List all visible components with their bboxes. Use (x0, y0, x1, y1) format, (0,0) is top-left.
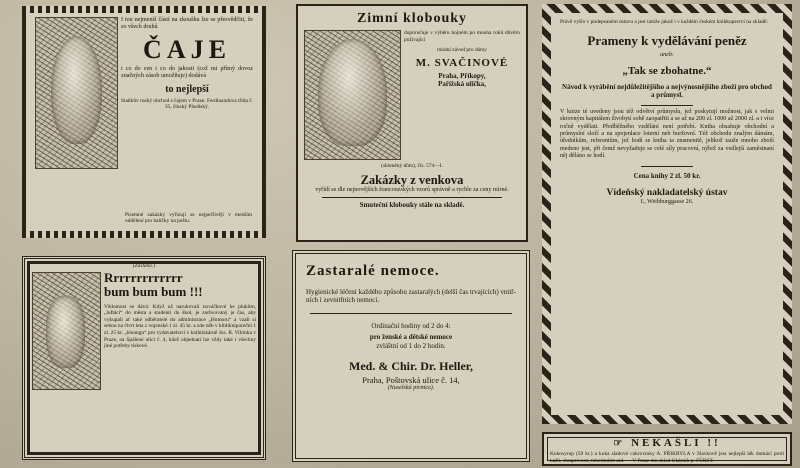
money-headline: Prameny k vydělávání peněz (587, 32, 747, 48)
hats-address3: (skleněný dům), čís. 574—I. (381, 163, 443, 169)
money-body1: V knize té uvedeny jsou též odvětví průmyslu, jež poskytují možnost, jak s velmi skrovným kapitálem živobytí sobě zaopatřiti a se až na 200 zl. 1000 až 2000 zl. a i více ročně vydělati. Předběžného vzdělání není potřebí. Kniha obsahuje obchodní a průmyslní složí a na spojenlace loterní neb buržovní. Též obchodu znalým dámám, úřednikům, referentům, jež hodí se kniha ta znamenitě, jelikož tauže mnoho zboží medeno jest, při čemž nevyžaduje se celé síly pracovní, nýbrž za vedlejší zaměstnaní něj děláno se hodí. (560, 108, 774, 160)
money-publisher: Vídeňský nakladatelský ústav (606, 188, 728, 199)
humor-headline2: bum bum bum !!! (104, 283, 203, 299)
money-price: Cena knihy 2 zl. 50 kr. (633, 171, 701, 180)
hats-headline2: Zakázky z venkova (360, 172, 464, 187)
humor-tag: (Zaslano.) (132, 263, 156, 269)
tea-illustration (35, 17, 121, 227)
tea-seller: Staňkův ruský obchod s čajem v Praze, Ferdinandova třída č. 35, čínský Plzeňský. (121, 97, 253, 111)
hats-firm: M. SVAČINOVÉ (415, 56, 509, 69)
hats-illustration (304, 30, 404, 160)
tea-headline: ČAJE (143, 34, 231, 64)
humor-illustration (32, 272, 104, 390)
ad-cough[interactable] (542, 432, 792, 466)
money-intro: Právě vyšlo v podepsaném ústavu a jest tamže jakož i v každém českém knihkupectví na skladě: (560, 19, 768, 25)
hats-line2: módní závod pro dámy (437, 47, 487, 54)
hats-body: vyřídí se dle nejnovějších francouzských vzorů správně a rychle za ceny mírné. (315, 186, 509, 193)
hats-subline: doporučuje v výběru hojném po mnoha roků důvěrn požívající (404, 30, 520, 43)
cough-body: Kokosyrup (50 kr.) a koka sladové cukrovinky A. PŘIKRYLA v Slavkově jest nejlepší lék domácí proti kašli, chraptivosti, tnhorkniim atd. — V Praze mu sklad lékárník p. FÜRST. (550, 451, 784, 464)
humor-headline: Rrrrrrrrrrrrr (104, 269, 183, 285)
humor-body: Vědomost se dává: Když už narukovali nováčkové ke plukům, „luftáci“ do města a studenti do škol, je zorhvovaný je čas, aby vykupali ať také odběratelé do administrace „Humoru“ a vzali si sebou na čtvrt leta z vojenské 1 zl. 45 kr. a zde něb v kiblikniporečni 1 zl. 25 kr. „lénungu“ pro vydavatelství v knihtiskárně Jos. R. Vilímka v Praze, na Spálené ulici č. 4, kdež objednati lze vždy také i všechny jiné potřeby tiskové. (104, 303, 256, 350)
hats-headline: Zimní klobouky (356, 11, 468, 26)
doctor-headline: Zastaralé nemoce. (306, 263, 440, 279)
doctor-body: Hygienické léčení každého způsobu zastaralých (delší čas trvajících) vnitřních i zevnitřních nemoci. (306, 288, 516, 305)
ad-tea[interactable] (22, 6, 266, 238)
money-publisher-address: I., Weihburggasse 26. (640, 199, 694, 206)
doctor-address: Praha, Poštovská ulice č. 14, (362, 375, 460, 386)
ad-money-book[interactable] (542, 4, 792, 424)
cough-headline: NEKAŠLI !! (631, 437, 721, 449)
doctor-hours-note2: zvláštní od 1 do 2 hodin. (376, 341, 446, 350)
money-aneb: aneb: (660, 51, 674, 58)
tea-footer: Písemné zakázky vyřizují se nejpečlivěji v menším oddělení pro balíčky na poštu. (125, 211, 252, 225)
tea-body2: to nejlepší (165, 83, 209, 95)
tea-intro: I tou nejmenší částí na zkoušku lze se přesvědčiti, že so všech druhů (121, 17, 253, 31)
hats-address1: Praha, Příkopy, (438, 71, 486, 80)
money-headline2: „Tak se zbohatne.“ (622, 65, 712, 77)
pointing-hand-icon: ☞ (613, 438, 626, 449)
doctor-address2: (Nuselská pivnice). (387, 385, 435, 392)
ad-humor[interactable] (22, 256, 266, 460)
doctor-name: Med. & Chir. Dr. Heller, (349, 359, 473, 374)
doctor-hours-note: pro ženské a dětské nemoce (369, 333, 453, 342)
ad-doctor[interactable] (292, 250, 530, 462)
hats-footer: Smuteční klobouky stále na skladě. (359, 201, 465, 209)
doctor-hours-label: Ordinační hodiny od 2 do 4: (371, 321, 451, 330)
hats-address2: Pařížská ulička, (438, 80, 486, 89)
ad-hats[interactable] (296, 4, 528, 242)
tea-body1: i co do cen i co do jakosti (což mi přímý dovoz značných zásob umožňuje) dodává (121, 65, 253, 80)
money-sub1: Návod k vyrábění nejdůležitějšího a nejvýnosnějšího zboží pro obchod a průmysl. (562, 83, 772, 100)
